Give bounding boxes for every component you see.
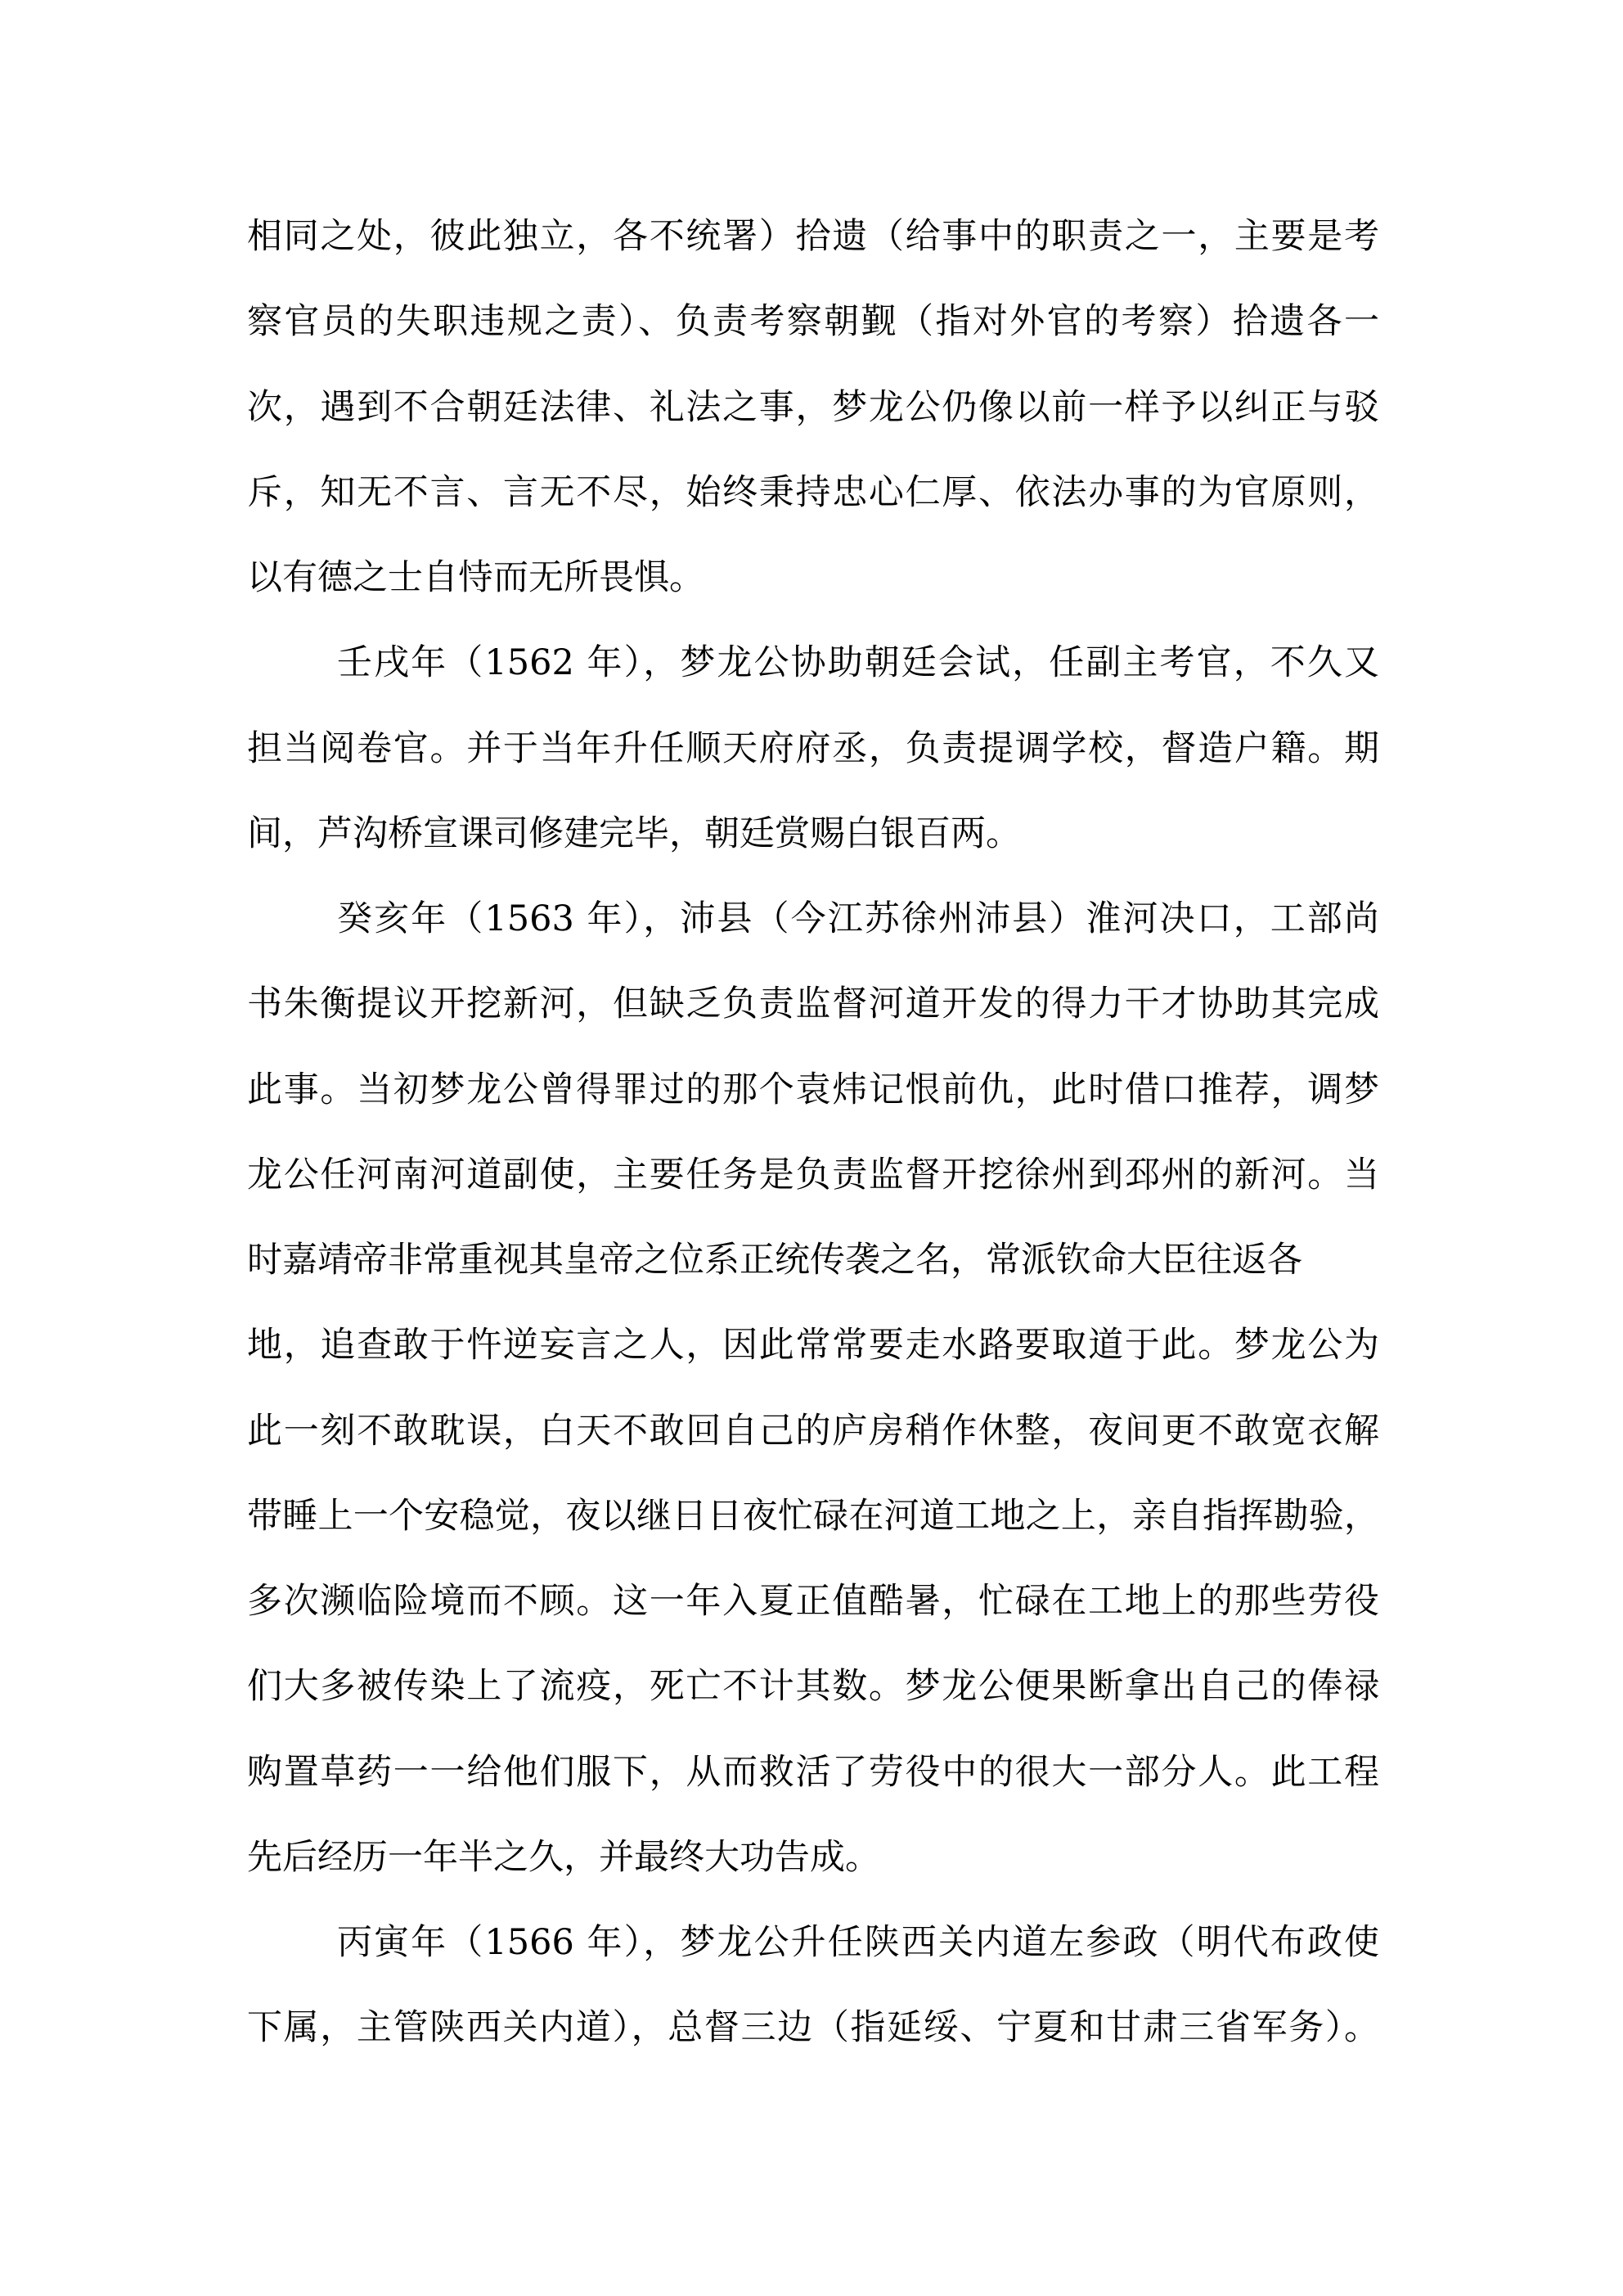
body-text [247, 194, 1379, 2071]
text-line: 下属，主管陕西关内道），总督三边（指延绥、宁夏和甘肃三省军务）。 [247, 2007, 1379, 2049]
text-line: 龙公任河南河道副使，主要任务是负责监督开挖徐州到邳州的新河。当 [247, 1154, 1379, 1195]
paragraph-1566 [247, 1900, 1379, 2071]
text-line-first: 壬戌年（1562 年），梦龙公协助朝廷会试，任副主考官，不久又 [337, 642, 1379, 684]
text-line: 此事。当初梦龙公曾得罪过的那个袁炜记恨前仇，此时借口推荐，调梦 [247, 1069, 1379, 1110]
text-line: 此一刻不敢耽误，白天不敢回自己的庐房稍作休整，夜间更不敢宽衣解 [247, 1410, 1379, 1452]
text-line: 次，遇到不合朝廷法律、礼法之事，梦龙公仍像以前一样予以纠正与驳 [247, 386, 1379, 428]
text-line-first: 癸亥年（1563 年），沛县（今江苏徐州沛县）淮河决口，工部尚 [337, 898, 1379, 939]
text-line: 购置草药一一给他们服下，从而救活了劳役中的很大一部分人。此工程 [247, 1751, 1379, 1793]
paragraph-continuation [247, 194, 1379, 620]
text-line: 斥，知无不言、言无不尽，始终秉持忠心仁厚、依法办事的为官原则， [247, 471, 1379, 513]
text-line: 书朱衡提议开挖新河，但缺乏负责监督河道开发的得力干才协助其完成 [247, 984, 1379, 1025]
text-line: 们大多被传染上了流疫，死亡不计其数。梦龙公便果断拿出自己的俸禄 [247, 1666, 1379, 1708]
text-line: 地，追查敢于忤逆妄言之人，因此常常要走水路要取道于此。梦龙公为 [247, 1325, 1379, 1366]
text-line: 间，芦沟桥宣课司修建完毕，朝廷赏赐白银百两。 [247, 813, 1021, 854]
text-line: 带睡上一个安稳觉，夜以继日日夜忙碌在河道工地之上，亲自指挥勘验， [247, 1495, 1379, 1537]
text-line: 时嘉靖帝非常重视其皇帝之位系正统传袭之名，常派钦命大臣往返各 [247, 1240, 1302, 1281]
text-line: 先后经历一年半之久，并最终大功告成。 [247, 1836, 880, 1878]
text-line: 多次濒临险境而不顾。这一年入夏正值酷暑，忙碌在工地上的那些劳役 [247, 1581, 1379, 1622]
text-line: 相同之处，彼此独立，各不统署）拾遗（给事中的职责之一，主要是考 [247, 216, 1379, 257]
text-line: 察官员的失职违规之责）、负责考察朝觐（指对外官的考察）拾遗各一 [247, 301, 1379, 343]
text-line: 担当阅卷官。并于当年升任顺天府府丞，负责提调学校，督造户籍。期 [247, 727, 1379, 769]
paragraph-1562 [247, 620, 1379, 876]
paragraph-1563 [247, 876, 1379, 1900]
text-line-first: 丙寅年（1566 年），梦龙公升任陕西关内道左参政（明代布政使 [337, 1922, 1379, 1963]
text-line: 以有德之士自恃而无所畏惧。 [247, 557, 704, 598]
